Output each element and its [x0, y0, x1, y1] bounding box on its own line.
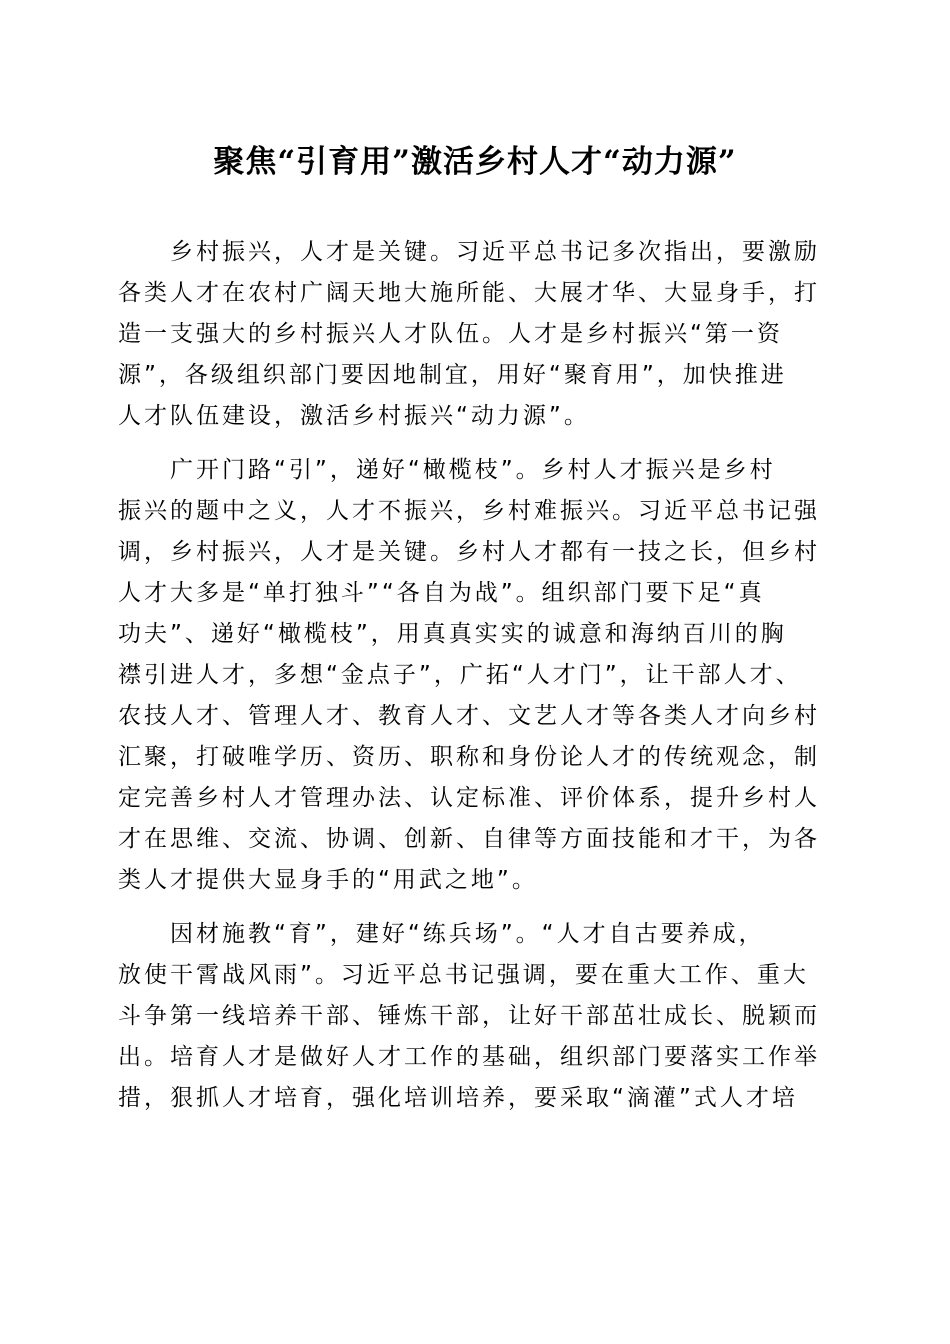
text-line: 措，狠抓人才培育，强化培训培养，要采取“滴灌”式人才培 — [118, 1085, 798, 1111]
text-line: 类人才提供大显身手的“用武之地”。 — [118, 867, 538, 893]
document-body — [118, 232, 838, 1132]
text-line: 农技人才、管理人才、教育人才、文艺人才等各类人才向乡村 — [118, 703, 820, 729]
text-line: 调，乡村振兴，人才是关键。乡村人才都有一技之长，但乡村 — [118, 539, 820, 565]
text-line: 乡村振兴，人才是关键。习近平总书记多次指出，要激励 — [170, 239, 820, 265]
text-line: 振兴的题中之义，人才不振兴，乡村难振兴。习近平总书记强 — [118, 498, 820, 524]
text-line: 人才队伍建设，激活乡村振兴“动力源”。 — [118, 403, 590, 429]
text-line: 出。培育人才是做好人才工作的基础，组织部门要落实工作举 — [118, 1044, 820, 1070]
text-line: 斗争第一线培养干部、锤炼干部，让好干部茁壮成长、脱颖而 — [118, 1003, 820, 1029]
text-line: 放使干霄战风雨”。习近平总书记强调，要在重大工作、重大 — [118, 962, 809, 988]
paragraph — [118, 450, 838, 901]
text-line: 才在思维、交流、协调、创新、自律等方面技能和才干，为各 — [118, 826, 820, 852]
text-line: 造一支强大的乡村振兴人才队伍。人才是乡村振兴“第一资 — [118, 321, 783, 347]
text-line: 襟引进人才，多想“金点子”，广拓“人才门”，让干部人才、 — [118, 662, 802, 688]
text-line: 定完善乡村人才管理办法、认定标准、评价体系，提升乡村人 — [118, 785, 820, 811]
text-line: 人才大多是“单打独斗”“各自为战”。组织部门要下足“真 — [118, 580, 765, 606]
text-line: 源”，各级组织部门要因地制宜，用好“聚育用”，加快推进 — [118, 362, 787, 388]
text-line: 因材施教“育”，建好“练兵场”。“人才自古要养成， — [170, 921, 765, 947]
text-line: 功夫”、递好“橄榄枝”，用真真实实的诚意和海纳百川的胸 — [118, 621, 787, 647]
document-title: 聚焦“引育用”激活乡村人才“动力源” — [213, 144, 737, 180]
paragraph — [118, 914, 838, 1119]
text-line: 广开门路“引”，递好“橄榄枝”。乡村人才振兴是乡村 — [170, 457, 776, 483]
text-line: 汇聚，打破唯学历、资历、职称和身份论人才的传统观念，制 — [118, 744, 820, 770]
text-line: 各类人才在农村广阔天地大施所能、大展才华、大显身手，打 — [118, 280, 820, 306]
paragraph — [118, 232, 838, 437]
